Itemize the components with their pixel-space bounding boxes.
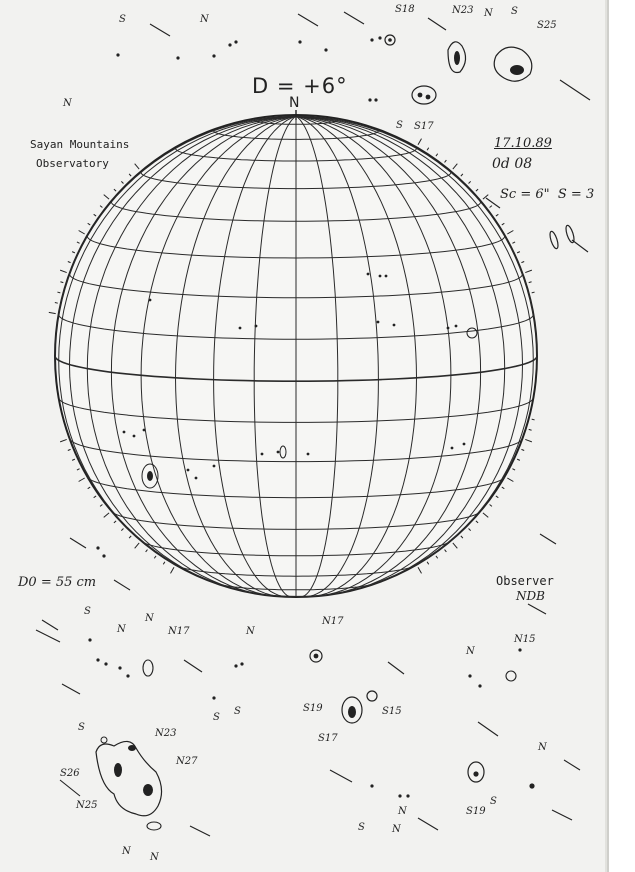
sunspot-sketch — [147, 822, 161, 830]
limb-tick — [512, 242, 515, 243]
pore-dot — [96, 658, 99, 661]
sunspot-dot — [385, 275, 388, 278]
sunspot-umbra — [147, 471, 153, 481]
limb-tick — [88, 487, 91, 489]
limb-tick — [445, 550, 447, 552]
limb-tick — [517, 459, 520, 460]
observatory-name-line1: Sayan Mountains — [30, 138, 130, 151]
limb-tick — [512, 469, 515, 470]
pore-dot — [518, 648, 521, 651]
orientation-dash — [62, 684, 80, 694]
sunspot-dot — [277, 451, 280, 454]
pore-dot — [398, 794, 401, 797]
sunspot-dot — [239, 327, 242, 330]
spot-label: S — [119, 14, 126, 25]
limb-tick — [94, 214, 96, 216]
seeing-s: S = 3 — [557, 187, 595, 202]
spot-label: N17 — [168, 626, 190, 637]
sunspot-sketch-umbra — [348, 706, 356, 718]
pore-dot — [212, 54, 215, 57]
limb-tick — [104, 195, 109, 199]
pore-dot — [176, 56, 179, 59]
image-diameter: D0 = 55 cm — [18, 575, 97, 590]
limb-tick — [94, 496, 96, 498]
sunspot-dot — [143, 429, 146, 432]
observation-time: 0d 08 — [492, 156, 533, 172]
limb-tick — [525, 439, 532, 441]
limb-tick — [445, 160, 447, 162]
pore-dot — [298, 40, 301, 43]
limb-tick — [490, 206, 492, 208]
orientation-dash — [114, 580, 130, 590]
orientation-dash — [70, 538, 86, 548]
north-marker: N — [289, 95, 300, 111]
sunspot-dot — [451, 447, 454, 450]
solar-disk — [49, 110, 537, 597]
spot-label: N — [246, 626, 255, 637]
limb-tick — [77, 469, 80, 470]
pore-dot — [234, 40, 237, 43]
pore-dot — [468, 674, 471, 677]
limb-tick — [461, 174, 463, 176]
limb-tick — [496, 214, 498, 216]
pore-dot — [234, 664, 237, 667]
pore-dot — [228, 43, 231, 46]
pore-dot — [406, 794, 409, 797]
limb-tick — [163, 562, 165, 565]
spot-label: N — [145, 613, 154, 624]
limb-tick — [121, 181, 123, 183]
sunspot-sketch-umbra — [426, 95, 431, 100]
seeing-sc: Sc = 6" — [500, 187, 550, 202]
limb-tick — [427, 148, 429, 151]
limb-tick — [135, 164, 139, 169]
sunspot-sketch-umbra — [128, 745, 136, 751]
limb-tick — [114, 189, 116, 191]
pore-dot — [116, 53, 119, 56]
spot-label: S17 — [414, 121, 434, 132]
orientation-dash — [552, 810, 572, 820]
orientation-dash — [418, 818, 438, 830]
spot-label: N — [117, 624, 126, 635]
sunspot-sketch-umbra — [114, 763, 122, 777]
spot-label: N25 — [76, 800, 98, 811]
sunspot-sketch-umbra — [143, 784, 153, 796]
limb-tick — [49, 312, 56, 313]
sunspot-sketch — [367, 691, 377, 701]
sunspot-dot — [455, 325, 458, 328]
limb-tick — [496, 496, 498, 498]
limb-tick — [57, 292, 60, 293]
sunspot-dot — [393, 324, 396, 327]
limb-tick — [529, 429, 532, 430]
pore-dot — [374, 98, 377, 101]
sunspot-dot — [463, 443, 466, 446]
pore-dot — [324, 48, 327, 51]
orientation-dash — [428, 18, 446, 30]
spot-label: N27 — [176, 756, 198, 767]
orientation-dash — [528, 604, 546, 614]
limb-tick — [60, 270, 67, 272]
limb-tick — [60, 439, 67, 441]
sunspot-dot — [133, 435, 136, 438]
orientation-dash — [478, 722, 498, 736]
limb-tick — [100, 505, 102, 507]
limb-tick — [79, 478, 85, 482]
orientation-dash — [150, 24, 170, 36]
sunspot-sketch-umbra — [454, 51, 460, 65]
pore-dot — [240, 662, 243, 665]
seeing-values — [500, 187, 594, 202]
pore-dot — [478, 684, 481, 687]
orientation-dash — [298, 14, 318, 26]
limb-tick — [453, 543, 457, 548]
spot-label: S — [490, 796, 497, 807]
spot-label: S — [511, 6, 518, 17]
pore-dot — [370, 38, 373, 41]
limb-tick — [521, 261, 524, 262]
orientation-dash — [344, 12, 364, 24]
limb-tick — [68, 449, 71, 450]
spot-label: S — [358, 822, 365, 833]
spot-label: N23 — [155, 728, 177, 739]
pore-dot — [102, 554, 105, 557]
orientation-dash — [388, 662, 404, 674]
sunspot-sketch — [494, 47, 532, 81]
pore-dot — [212, 696, 215, 699]
orientation-dash — [42, 620, 58, 630]
sunspot-dot — [261, 453, 264, 456]
limb-tick — [77, 242, 80, 243]
limb-tick — [469, 529, 471, 531]
limb-tick — [461, 536, 463, 538]
spot-label: S15 — [382, 706, 402, 717]
sunspot-dot — [123, 431, 126, 434]
observatory-name-line2: Observatory — [36, 157, 109, 170]
limb-tick — [68, 261, 71, 262]
orientation-dash — [60, 780, 80, 796]
limb-tick — [476, 189, 478, 191]
orientation-dash — [190, 826, 210, 836]
sunspot-sketch — [101, 737, 107, 743]
limb-tick — [154, 556, 156, 558]
spot-label: S — [234, 706, 241, 717]
sunspot-sketch-umbra — [473, 771, 478, 776]
limb-tick — [129, 536, 131, 538]
limb-tick — [72, 252, 75, 253]
spot-label: N15 — [514, 634, 536, 645]
limb-tick — [532, 419, 535, 420]
orientation-dash — [36, 630, 60, 642]
spot-label: S19 — [466, 806, 486, 817]
limb-tick — [517, 252, 520, 253]
observation-date: 17.10.89 — [494, 136, 552, 151]
orientation-dash — [184, 660, 202, 672]
spot-label: N — [122, 846, 131, 857]
limb-tick — [525, 270, 532, 272]
limb-tick — [114, 521, 116, 523]
spot-label: N23 — [452, 5, 474, 16]
pore-dot — [118, 666, 121, 669]
limb-tick — [79, 231, 85, 235]
limb-tick — [72, 459, 75, 460]
pore-dot — [104, 662, 107, 665]
pore-dot — [88, 638, 91, 641]
limb-tick — [529, 282, 532, 283]
sunspot-dot — [447, 327, 450, 330]
pore-dot — [368, 98, 371, 101]
orientation-dash — [540, 534, 556, 544]
limb-tick — [490, 505, 492, 507]
sunspot-sketch — [143, 660, 153, 676]
observer-label: Observer — [496, 574, 554, 588]
limb-tick — [171, 567, 175, 573]
orientation-dash — [560, 80, 590, 100]
sunspot-sketch-umbra — [510, 65, 524, 75]
spot-label: N — [538, 742, 547, 753]
inclination-label: D = +6° — [252, 74, 348, 98]
sunspot-dot — [255, 325, 258, 328]
spot-label: N — [150, 852, 159, 863]
spot-label: N — [484, 8, 493, 19]
spot-label: S18 — [395, 4, 415, 15]
sunspot-sketch-umbra — [418, 93, 423, 98]
spot-label: S19 — [303, 703, 323, 714]
limb-tick — [502, 223, 505, 225]
spot-label: S — [78, 722, 85, 733]
sunspot-sketch-umbra — [388, 38, 392, 42]
sunspot-sketch-umbra — [529, 783, 534, 788]
sunspot-dot — [195, 477, 198, 480]
limb-tick — [55, 303, 58, 304]
limb-tick — [476, 521, 478, 523]
limb-tick — [436, 154, 438, 156]
pore-dot — [96, 546, 99, 549]
limb-tick — [100, 206, 102, 208]
observer-initials: NDB — [516, 589, 545, 603]
limb-tick — [418, 139, 422, 145]
spot-label: N — [466, 646, 475, 657]
limb-tick — [469, 181, 471, 183]
spot-label: N — [398, 806, 407, 817]
sunspot-sketch — [412, 86, 436, 104]
orientation-dash — [572, 240, 588, 252]
limb-tick — [427, 562, 429, 565]
limb-tick — [135, 543, 139, 548]
limb-tick — [436, 556, 438, 558]
pore-dot — [378, 36, 381, 39]
spot-label: N17 — [322, 616, 344, 627]
limb-tick — [88, 223, 91, 225]
sunspot-dot — [367, 273, 370, 276]
spot-label: N — [392, 824, 401, 835]
spot-label: S25 — [537, 20, 557, 31]
limb-tick — [483, 513, 488, 517]
spot-label: S — [396, 120, 403, 131]
sunspot-dot — [379, 275, 382, 278]
limb-tick — [521, 449, 524, 450]
limb-tick — [507, 478, 513, 482]
sunspot-sketch — [548, 231, 559, 250]
limb-tick — [502, 487, 505, 489]
sunspot-dot — [307, 453, 310, 456]
limb-tick — [418, 567, 422, 573]
sunspot-sketch — [506, 671, 516, 681]
spot-label: S17 — [318, 733, 338, 744]
sunspot-dot — [187, 469, 190, 472]
spot-label: S — [84, 606, 91, 617]
limb-tick — [453, 164, 457, 169]
limb-tick — [129, 174, 131, 176]
limb-tick — [532, 292, 535, 293]
sunspot-sketch-umbra — [314, 654, 319, 659]
limb-tick — [121, 529, 123, 531]
limb-tick — [104, 513, 109, 517]
sunspot-dot — [149, 299, 152, 302]
spot-label: N — [200, 14, 209, 25]
limb-tick — [507, 231, 513, 235]
pore-dot — [126, 674, 129, 677]
spot-label: S26 — [60, 768, 80, 779]
orientation-dash — [486, 198, 500, 208]
limb-tick — [146, 550, 148, 552]
pore-dot — [370, 784, 373, 787]
orientation-dash — [564, 760, 580, 770]
orientation-dash — [330, 770, 352, 782]
sunspot-group-sketch — [96, 741, 162, 815]
sunspot-dot — [377, 321, 380, 324]
spot-label: N — [63, 98, 72, 109]
sunspot-dot — [213, 465, 216, 468]
sunspot-sketch — [564, 225, 575, 244]
spot-label: S — [213, 712, 220, 723]
limb-tick — [60, 282, 63, 283]
